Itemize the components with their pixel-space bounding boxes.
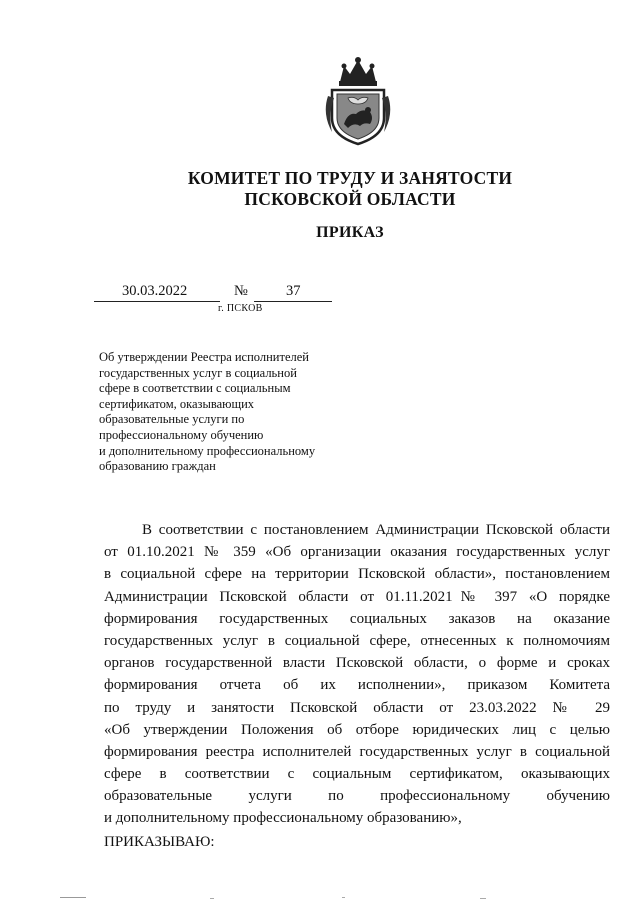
subject-line: профессиональному обучению	[99, 427, 264, 442]
decree-word: ПРИКАЗЫВАЮ:	[104, 834, 215, 850]
organization-name-line2: ПСКОВСКОЙ ОБЛАСТИ	[244, 189, 456, 209]
date-underline	[94, 301, 220, 302]
body-line: Администрации Псковской области от 01.11.2021№ 397 «О порядке	[104, 588, 610, 605]
body-line: образовательные услуги по профессиональному обучению	[104, 788, 610, 805]
order-body	[104, 519, 610, 830]
subject-line: образовательные услуги по	[99, 412, 245, 427]
subject-line: сфере в соответствии с социальным	[99, 381, 291, 396]
body-line: и дополнительному профессиональному образованию»,	[104, 810, 462, 827]
body-line: по труду и занятости Псковской области от 23.03.2022 № 29	[104, 699, 610, 716]
body-line: органов государственной власти Псковской области, о форме и сроках	[104, 655, 610, 672]
body-line: формирования государственных социальных заказов на оказание	[104, 610, 610, 627]
order-subject	[99, 350, 359, 475]
order-date: 30.03.2022	[122, 283, 188, 299]
number-underline	[254, 301, 332, 302]
order-number-label: №	[234, 283, 248, 299]
city-label: г. ПСКОВ	[218, 303, 263, 314]
order-number: 37	[286, 283, 301, 299]
body-line: сфере в соответствии с социальным сертификатом, оказывающих	[104, 766, 610, 783]
scan-specks	[60, 895, 580, 901]
body-line: от 01.10.2021 № 359 «Об организации оказания государственных услуг	[104, 544, 610, 561]
coat-of-arms-icon	[318, 52, 398, 148]
body-line: в социальной сфере на территории Псковской области», постановлением	[104, 566, 610, 583]
body-line: В соответствии с постановлением Администрации Псковской области	[142, 522, 610, 538]
document-type: ПРИКАЗ	[316, 224, 384, 241]
subject-line: Об утверждении Реестра исполнителей	[99, 350, 309, 364]
subject-line: образованию граждан	[99, 459, 216, 474]
body-line: формирования реестра исполнителей государственных услуг в социальной	[104, 743, 610, 760]
subject-line: и дополнительному профессиональному	[99, 443, 316, 458]
body-line: «Об утверждении Положения об отборе юридических лиц с целью	[104, 721, 610, 738]
body-line: государственных услуг в социальной сфере, отнесенных к полномочиям	[104, 632, 610, 649]
organization-name-line1: КОМИТЕТ ПО ТРУДУ И ЗАНЯТОСТИ	[187, 168, 513, 188]
body-line: формирования отчета об их исполнении», приказом Комитета	[104, 677, 610, 694]
subject-line: сертификатом, оказывающих	[99, 396, 255, 411]
subject-line: государственных услуг в социальной	[99, 365, 297, 380]
